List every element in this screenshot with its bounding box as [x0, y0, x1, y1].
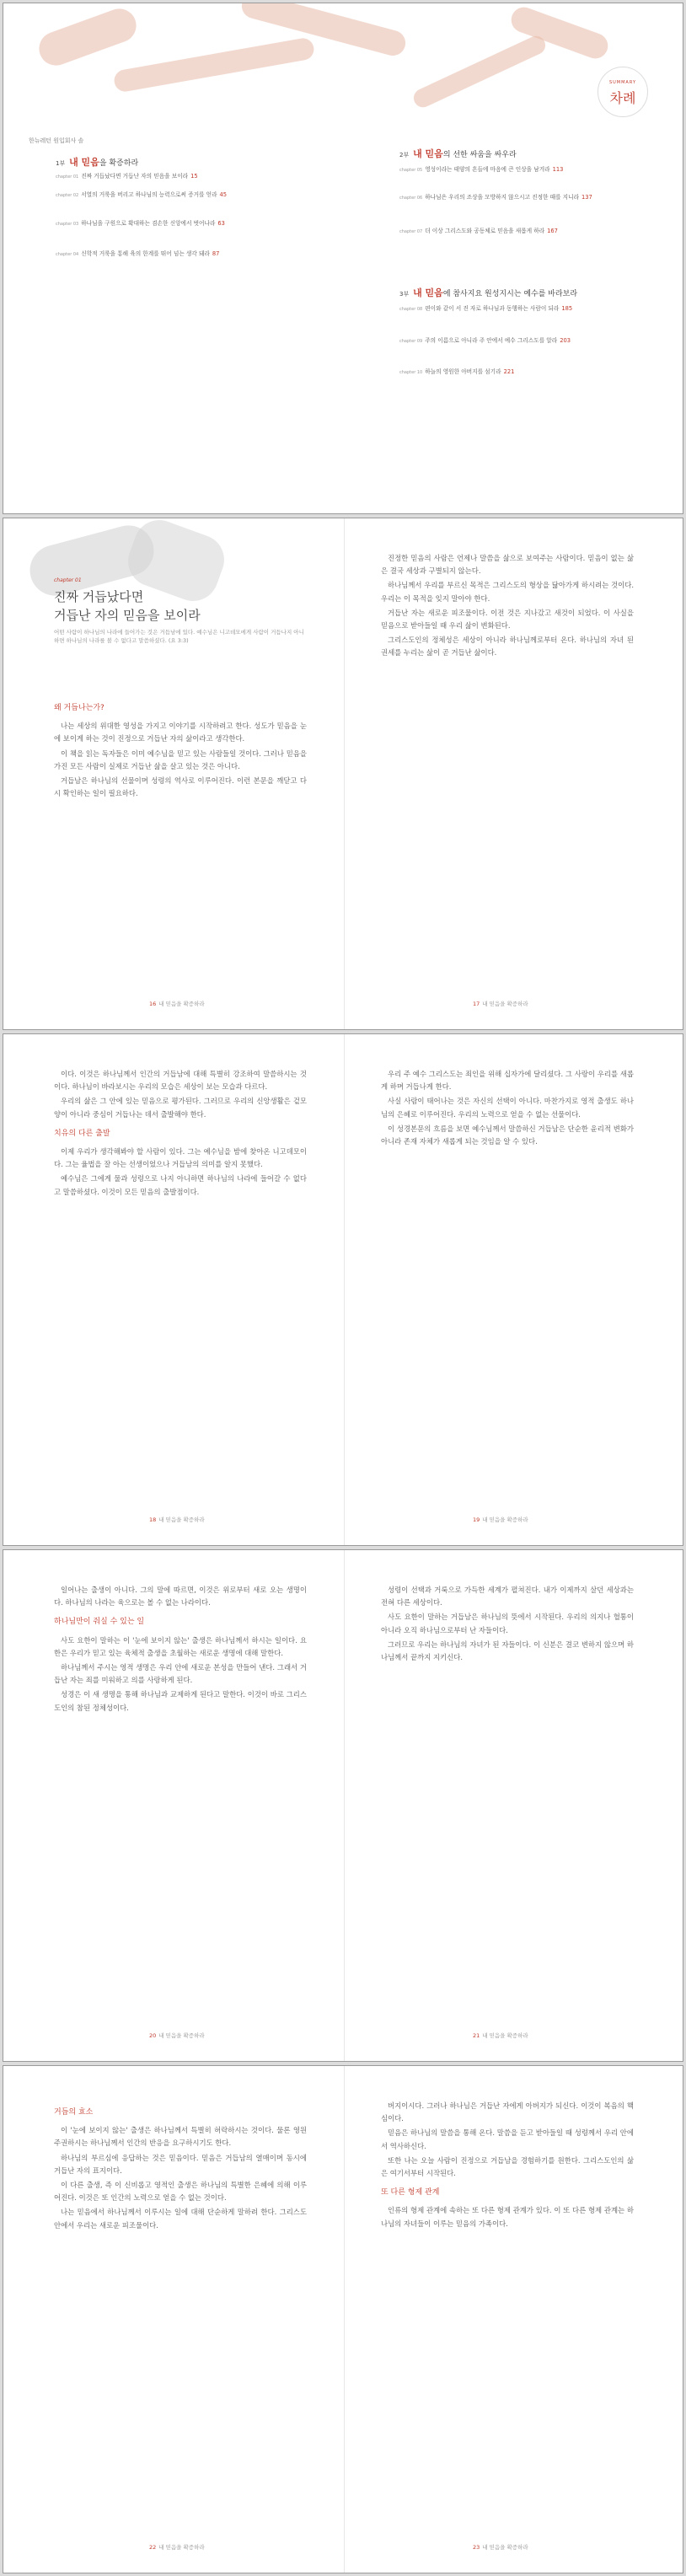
- toc-part-1: [56, 155, 138, 169]
- paragraph: 성경은 이 새 생명을 통해 하나님과 교제하게 된다고 말한다. 이것이 바로 그리스도인의 참된 정체성이다.: [54, 1690, 307, 1712]
- body-text: [54, 1068, 307, 1200]
- part-title: 의 선한 싸움을 싸우라: [442, 151, 517, 159]
- toc-chapter[interactable]: [56, 250, 258, 260]
- toc-chapter[interactable]: [56, 172, 292, 182]
- page-footer: [470, 2543, 528, 2551]
- toc-chapter[interactable]: [399, 336, 610, 346]
- running-footer: 내 믿음을 확증하라: [158, 2032, 205, 2039]
- page-footer: [147, 1000, 205, 1007]
- right-page: [344, 2066, 683, 2573]
- body-text: [54, 2100, 307, 2234]
- chapter-page: 87: [212, 250, 220, 257]
- section-heading: 또 다른 형제 관계: [381, 2188, 440, 2198]
- chapter-title: 신학적 거룩을 통해 육의 한계를 뛰어 넘는 생각 돼라: [81, 250, 210, 257]
- book-header: 한뉴레턴 원입회사 솔: [29, 137, 84, 144]
- chapter-page: 113: [552, 166, 564, 173]
- badge-title: 차례: [609, 90, 636, 106]
- paragraph: 버지이시다. 그러나 하나님은 거듭난 자에게 아버지가 되신다. 이것이 복음의 핵심이다.: [381, 2101, 634, 2123]
- chapter-title: 하나님은 우리의 조상을 모방하지 않으시고 진정한 때를 지니라: [425, 194, 580, 201]
- chapter-page: 221: [503, 368, 515, 375]
- left-page: [3, 518, 344, 1029]
- running-footer: 내 믿음을 확증하라: [158, 1516, 205, 1523]
- chapter-title: 주의 이름으로 아니라 주 안에서 예수 그리스도를 알라: [425, 337, 558, 344]
- chapter-tag: chapter 08: [399, 307, 423, 312]
- chapter-title: 더 이상 그리스도와 공동체로 믿음을 새롭게 하라: [425, 228, 545, 234]
- spread-page-16-17: [3, 518, 683, 1030]
- toc-chapter[interactable]: [399, 304, 610, 314]
- section-heading: 거듭의 효소: [54, 2108, 94, 2117]
- paragraph: 나는 세상의 위대한 영성을 가지고 이야기를 시작하려고 한다. 성도가 믿음을 눈에 보이게 하는 것이 진정으로 거듭난 자의 삶이라고 생각한다.: [54, 722, 307, 743]
- part-highlight: 내 믿음: [69, 157, 99, 168]
- paragraph: 이 책을 읽는 독자들은 이미 예수님을 믿고 있는 사람들일 것이다. 그러나 믿음을 가진 모든 사람이 실제로 거듭난 삶을 살고 있는 것은 아니다.: [54, 749, 307, 770]
- chapter-page: 137: [581, 194, 592, 201]
- page-number: 19: [473, 1516, 480, 1523]
- brush-stroke: [35, 4, 141, 71]
- chapter-title: 편이와 같이 서 진 자로 하나님과 동행하는 사람이 되라: [425, 305, 560, 312]
- paragraph: 성령이 선택과 거룩으로 가득한 세계가 펼쳐진다. 내가 이제까지 살던 세상과는 전혀 다른 세상이다.: [381, 1586, 634, 1607]
- contents-badge: [598, 67, 648, 117]
- paragraph: 사실 사람이 태어나는 것은 자신의 선택이 아니다. 마찬가지로 영적 출생도 하나님의 은혜로 이루어진다. 우리의 노력으로 얻을 수 없는 선물이다.: [381, 1097, 634, 1119]
- part-number: 2부: [399, 152, 410, 158]
- toc-chapter[interactable]: [399, 227, 610, 237]
- page-footer: [470, 1516, 528, 1523]
- chapter-page: 15: [190, 173, 198, 180]
- section-heading: 왜 거듭나는가?: [54, 704, 105, 712]
- paragraph: 믿음은 하나님의 말씀을 통해 온다. 말씀을 듣고 받아들일 때 성령께서 우리 안에서 역사하신다.: [381, 2128, 634, 2150]
- paragraph: 일어나는 출생이 아니다. 그의 말에 따르면, 이것은 위로부터 새로 오는 생명이다. 하나님의 나라는 육으로는 볼 수 없는 나라이다.: [54, 1586, 307, 1607]
- page-number: 21: [473, 2032, 480, 2039]
- page-number: 23: [473, 2544, 480, 2551]
- chapter-tag: chapter 09: [399, 339, 423, 344]
- paragraph: 인류의 형제 관계에 속하는 또 다른 형제 관계가 있다. 이 또 다른 형제 관계는 하나님의 자녀들이 이루는 믿음의 가족이다.: [381, 2206, 634, 2228]
- page-footer: [470, 2031, 528, 2039]
- chapter-title: 영성이라는 태양의 흔들에 마음에 큰 인상을 남겨라: [425, 166, 550, 173]
- paragraph: 거듭난 자는 새로운 피조물이다. 이전 것은 지나갔고 새것이 되었다. 이 사실을 믿음으로 받아들일 때 우리 삶이 변화된다.: [381, 608, 634, 631]
- paragraph: 그리스도인의 정체성은 세상이 아니라 하나님께로부터 온다. 하나님의 자녀 된 권세를 누리는 삶이 곧 거듭난 삶이다.: [381, 636, 634, 657]
- chapter-page: 185: [561, 305, 573, 312]
- running-footer: 내 믿음을 확증하라: [482, 2032, 528, 2039]
- chapter-tag: chapter 04: [56, 252, 79, 257]
- paragraph: 우리 주 예수 그리스도는 죄인을 위해 십자가에 달리셨다. 그 사랑이 우리를 새롭게 하며 거듭나게 한다.: [381, 1070, 634, 1092]
- chapter-title: 진짜 거듭났다면 거듭난 자의 믿음을 보이라: [81, 173, 189, 180]
- body-text: [54, 1584, 307, 1716]
- page-number: 16: [149, 1001, 157, 1007]
- body-text: [54, 695, 307, 802]
- toc-part-2: [399, 147, 517, 160]
- page-footer: [147, 2543, 205, 2551]
- paragraph: 이다. 이것은 하나님께서 인간의 거듭남에 대해 특별히 강조하여 말씀하시는 것이다. 하나님이 바라보시는 우리의 모습은 세상이 보는 모습과 다르다.: [54, 1070, 307, 1092]
- right-page: [344, 518, 683, 1029]
- toc-chapter[interactable]: [56, 191, 258, 201]
- chapter-tag: chapter 10: [399, 370, 423, 375]
- paragraph: 하나님께서 주시는 영적 생명은 우리 안에 새로운 본성을 만들어 낸다. 그래서 거듭난 자는 죄를 미워하고 의를 사랑하게 된다.: [54, 1663, 307, 1685]
- chapter-epigraph: 어떤 사람이 하나님의 나라에 들어가는 것은 거듭남에 있다. 예수님은 니고데모에게 사람이 거듭나지 아니하면 하나님의 나라를 볼 수 없다고 말씀하셨다. (요 3:3): [54, 629, 304, 644]
- part-highlight: 내 믿음: [413, 148, 443, 159]
- paragraph: 또한 나는 오늘 사람이 진정으로 거듭남을 경험하기를 원한다. 그리스도인의 삶은 여기서부터 시작된다.: [381, 2155, 634, 2178]
- spread-page-20-21: [3, 1549, 683, 2062]
- page-number: 18: [149, 1516, 157, 1523]
- body-text: [381, 552, 634, 662]
- toc-page: [3, 3, 683, 514]
- chapter-title: 진짜 거듭났다면: [54, 589, 144, 604]
- paragraph: 예수님은 그에게 물과 성령으로 나지 아니하면 하나님의 나라에 들어갈 수 없다고 말씀하셨다. 이것이 모든 믿음의 출발점이다.: [54, 1174, 307, 1196]
- toc-chapter[interactable]: [399, 193, 610, 203]
- page-number: 20: [149, 2032, 157, 2039]
- brush-stroke: [410, 33, 548, 110]
- paragraph: 나는 믿음에서 하나님께서 이루시는 일에 대해 단순하게 말하려 한다. 그리스도 안에서 우리는 새로운 피조물이다.: [54, 2208, 307, 2230]
- part-title: 에 참사지요 원성지시는 예수를 바라보라: [442, 290, 578, 298]
- toc-chapter[interactable]: [399, 165, 610, 175]
- paragraph: 이 성경본문의 흐름을 보면 예수님께서 말씀하신 거듭남은 단순한 윤리적 변화가 아니라 존재 자체가 새롭게 되는 것임을 알 수 있다.: [381, 1124, 634, 1146]
- chapter-tag: chapter 01: [54, 577, 82, 583]
- chapter-subtitle: 거듭난 자의 믿음을 보이라: [54, 608, 201, 623]
- chapter-tag: chapter 05: [399, 168, 423, 173]
- part-number: 3부: [399, 291, 410, 298]
- page-footer: [470, 1000, 528, 1007]
- body-text: [381, 1584, 634, 1666]
- section-heading: 치유의 다른 출발: [54, 1129, 110, 1138]
- page-footer: [147, 2031, 205, 2039]
- running-footer: 내 믿음을 확증하라: [482, 1516, 528, 1523]
- spread-page-18-19: [3, 1033, 683, 1546]
- chapter-tag: chapter 03: [56, 222, 79, 227]
- part-title: 을 확증하라: [99, 159, 139, 168]
- toc-chapter[interactable]: [399, 368, 610, 378]
- paragraph: 우리의 삶은 그 안에 있는 믿음으로 평가된다. 그러므로 우리의 신앙생활은 겉모양이 아니라 중심이 거듭나는 데서 출발해야 한다.: [54, 1097, 307, 1119]
- paragraph: 진정한 믿음의 사람은 언제나 말씀을 삶으로 보여주는 사람이다. 믿음이 없는 삶은 결국 세상과 구별되지 않는다.: [381, 554, 634, 576]
- chapter-page: 63: [217, 220, 225, 227]
- toc-part-3: [399, 286, 577, 299]
- left-page: [3, 2066, 344, 2573]
- paragraph: 하나님의 부르심에 응답하는 것은 믿음이다. 믿음은 거듭남의 열매이며 동시에 거듭난 자의 표지이다.: [54, 2153, 307, 2175]
- running-footer: 내 믿음을 확증하라: [158, 2544, 205, 2551]
- brush-stroke: [113, 36, 316, 93]
- paragraph: 하나님께서 우리를 부르신 목적은 그리스도의 형상을 닮아가게 하시려는 것이다. 우리는 이 목적을 잊지 말아야 한다.: [381, 581, 634, 603]
- page-number: 17: [473, 1001, 480, 1007]
- part-highlight: 내 믿음: [413, 287, 443, 298]
- paragraph: 사도 요한이 말하는 이 '눈에 보이지 않는' 출생은 하나님께서 하시는 일이다. 요한은 우리가 믿고 있는 육체적 출생을 초월하는 새로운 생명에 대해 말한다.: [54, 1635, 307, 1657]
- running-footer: 내 믿음을 확증하라: [482, 2544, 528, 2551]
- body-text: [381, 2100, 634, 2232]
- right-page: [344, 1550, 683, 2061]
- left-page: [3, 1034, 344, 1545]
- chapter-page: 203: [560, 337, 571, 344]
- paragraph: 사도 요한이 말하는 거듭남은 하나님의 뜻에서 시작된다. 우리의 의지나 혈통이 아니라 오직 하나님으로부터 난 자들이다.: [381, 1613, 634, 1634]
- chapter-page: 45: [219, 191, 228, 198]
- chapter-page: 167: [547, 228, 558, 234]
- left-page: [3, 1550, 344, 2061]
- paragraph: 이 '눈에 보이지 않는' 출생은 하나님께서 특별히 허락하시는 것이다. 물론 영원 주권하시는 하나님께서 인간의 반응을 요구하시기도 한다.: [54, 2126, 307, 2148]
- chapter-tag: chapter 06: [399, 196, 423, 201]
- right-page: [344, 1034, 683, 1545]
- running-footer: 내 믿음을 확증하라: [482, 1001, 528, 1007]
- body-text: [381, 1068, 634, 1150]
- paragraph: 이제 우리가 생각해봐야 할 사람이 있다. 그는 예수님을 밤에 찾아온 니고데모이다. 그는 율법을 잘 아는 선생이었으나 거듭남의 의미를 알지 못했다.: [54, 1147, 307, 1169]
- paragraph: 거듭남은 하나님의 선물이며 성령의 역사로 이루어진다. 이런 본문을 깨닫고 다시 확인하는 일이 필요하다.: [54, 776, 307, 798]
- spread-page-22-23: [3, 2065, 683, 2573]
- chapter-title: 하나님을 구원으로 확대하는 겸손한 신앙에서 벗어나라: [81, 220, 216, 227]
- chapter-title: 서열의 거룩을 버리고 하나님의 능력으로써 증거를 얻라: [81, 191, 217, 198]
- paragraph: 그러므로 우리는 하나님의 자녀가 된 자들이다. 이 신분은 결코 변하지 않으며 하나님께서 끝까지 지키신다.: [381, 1640, 634, 1662]
- page-footer: [147, 1516, 205, 1523]
- chapter-tag: chapter 07: [399, 229, 423, 234]
- toc-chapter[interactable]: [56, 219, 258, 229]
- chapter-tag: chapter 01: [56, 174, 79, 180]
- part-number: 1부: [56, 160, 66, 167]
- chapter-tag: chapter 02: [56, 193, 79, 198]
- paragraph: 이 다른 출생, 즉 이 신비롭고 영적인 출생은 하나님의 특별한 은혜에 의해 이루어진다. 이것은 또 인간의 노력으로 얻을 수 없는 것이다.: [54, 2181, 307, 2203]
- section-heading: 하나님만이 줘실 수 있는 일: [54, 1618, 145, 1627]
- badge-small-text: SUMMARY: [608, 80, 637, 85]
- page-number: 22: [149, 2544, 157, 2551]
- chapter-title: 하늘의 영원한 아버지를 섬기라: [425, 368, 501, 375]
- running-footer: 내 믿음을 확증하라: [158, 1001, 205, 1007]
